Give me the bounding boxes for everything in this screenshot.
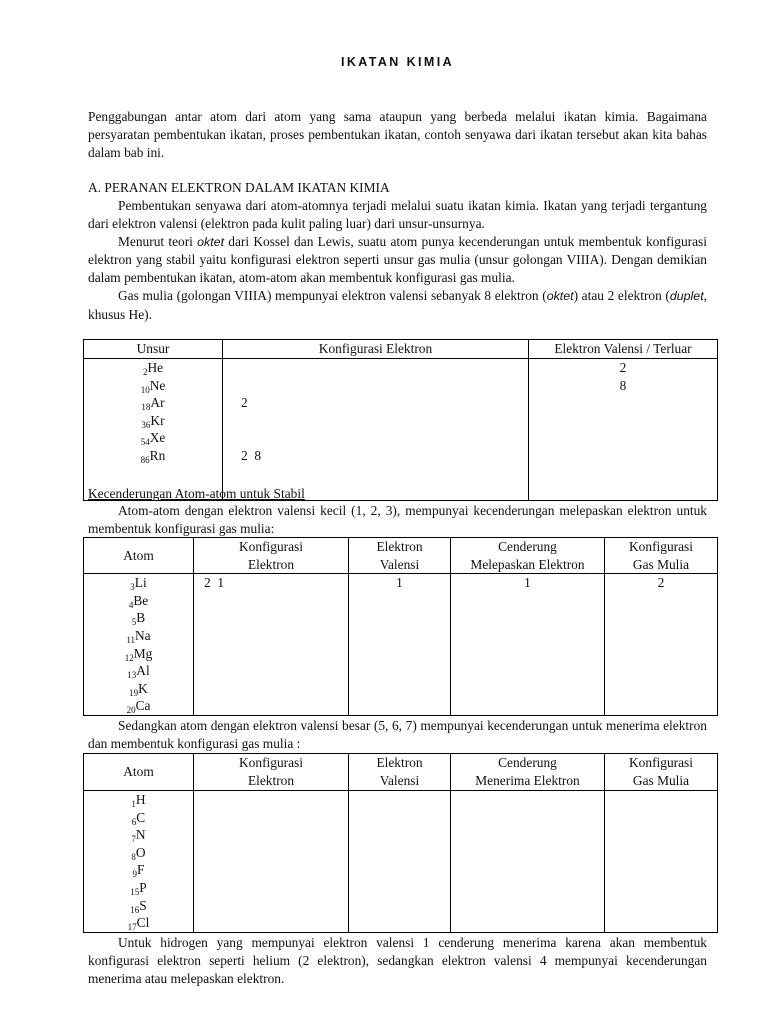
gas-mulia-li: 2 bbox=[657, 575, 665, 591]
release-electron-table bbox=[83, 537, 718, 716]
section-a-paragraph-3: Gas mulia (golongan VIIIA) mempunyai elektron valensi sebanyak 8 elektron (oktet) atau 2 elektron (duplet, khusus He). bbox=[88, 287, 707, 322]
element-na: $_{11}$Na bbox=[126, 627, 151, 645]
element-n: $_7$N bbox=[131, 827, 146, 845]
element-s: $_{16}$S bbox=[130, 897, 147, 915]
element-mg: $_{12}$Mg bbox=[124, 645, 153, 663]
element-be: $_4$Be bbox=[128, 592, 149, 610]
table3-elements bbox=[84, 791, 194, 933]
table2-gas-cell bbox=[605, 574, 718, 716]
table3-gas-cell bbox=[605, 791, 718, 933]
section-b-paragraph-3: Untuk hidrogen yang mempunyai elektron valensi 1 cenderung menerima karena akan membentuk konfigurasi elektron seperti helium (2 elektron), sedangkan elektron valensi 4 mempunyai kecenderungan menerima atau melepaskan elektron. bbox=[88, 935, 707, 986]
table2-header-gas-mulia: Konfigurasi Gas Mulia bbox=[605, 538, 718, 574]
config-li: 2 1 bbox=[204, 575, 225, 591]
noble-gas-table bbox=[83, 339, 718, 501]
element-xe: $_{54}$Xe bbox=[140, 430, 166, 448]
table2-header-atom: Atom bbox=[84, 538, 194, 574]
element-ne: $_{10}$Ne bbox=[140, 377, 166, 395]
section-a-paragraph-2: Menurut teori oktet dari Kossel dan Lewis, suatu atom punya kecenderungan untuk membentuk konfigurasi elektron yang stabil yaitu konfigurasi elektron seperti unsur gas mulia (unsur golongan VIIIA). Dengan demikian dalam pembentukan ikatan, atom-atom akan membentuk konfigurasi gas mulia. bbox=[88, 233, 707, 286]
section-b-heading: Kecenderungan Atom-atom untuk Stabil bbox=[88, 486, 305, 501]
config-ne: 2 8 bbox=[241, 447, 262, 463]
table3-valensi-cell bbox=[349, 791, 451, 933]
table1-elements bbox=[84, 359, 223, 501]
accept-electron-table bbox=[83, 753, 718, 933]
table3-header-cenderung: Cenderung Menerima Elektron bbox=[451, 754, 605, 791]
table3-header-konfigurasi: Konfigurasi Elektron bbox=[194, 754, 349, 791]
element-c: $_6$C bbox=[131, 809, 146, 827]
table3-header-atom: Atom bbox=[84, 754, 194, 791]
element-k: $_{19}$K bbox=[129, 680, 148, 698]
element-cl: $_{17}$Cl bbox=[127, 915, 150, 933]
element-b: $_5$B bbox=[131, 610, 146, 628]
table3-config-cell bbox=[194, 791, 349, 933]
element-rn: $_{86}$Rn bbox=[140, 447, 166, 465]
table2-header-cenderung: Cenderung Melepaskan Elektron bbox=[451, 538, 605, 574]
section-a-body bbox=[88, 197, 707, 324]
table2-elements bbox=[84, 574, 194, 716]
element-kr: $_{36}$Kr bbox=[141, 412, 165, 430]
valence-ne: 8 bbox=[619, 377, 627, 393]
element-al: $_{13}$Al bbox=[127, 663, 150, 681]
table1-header-konfigurasi: Konfigurasi Elektron bbox=[223, 340, 529, 359]
intro-paragraph: Penggabungan antar atom dari atom yang sama ataupun yang berbeda melalui ikatan kimia. Bagaimana persyaratan pembentukan ikatan, proses pembentukan ikatan, contoh senyawa dari ikatan tersebut akan kita bahas dalam bab ini. bbox=[88, 109, 707, 160]
table1-header-valensi: Elektron Valensi / Terluar bbox=[529, 340, 718, 359]
element-f: $_9$F bbox=[132, 862, 145, 880]
section-a-heading: A. PERANAN ELEKTRON DALAM IKATAN KIMIA bbox=[88, 180, 390, 195]
table2-config-cell bbox=[194, 574, 349, 716]
element-p: $_{15}$P bbox=[130, 879, 147, 897]
valensi-li: 1 bbox=[396, 575, 403, 591]
valence-he: 2 bbox=[619, 360, 627, 375]
table1-config-cell bbox=[223, 359, 529, 501]
table1-valence-cell bbox=[529, 359, 718, 501]
element-ca: $_{20}$Ca bbox=[126, 698, 151, 716]
element-he: $_2$He bbox=[142, 360, 164, 377]
section-a-paragraph-1: Pembentukan senyawa dari atom-atomnya terjadi melalui suatu ikatan kimia. Ikatan yang terjadi tergantung dari elektron valensi (elektron pada kulit paling luar) dari unsur-unsurnya. bbox=[88, 198, 707, 231]
table2-header-konfigurasi: Konfigurasi Elektron bbox=[194, 538, 349, 574]
element-o: $_8$O bbox=[131, 844, 146, 862]
table2-header-valensi: Elektron Valensi bbox=[349, 538, 451, 574]
section-b-paragraph-1: Atom-atom dengan elektron valensi kecil (1, 2, 3), mempunyai kecenderungan melepaskan elektron untuk membentuk konfigurasi gas mulia: bbox=[88, 503, 707, 536]
table2-valensi-cell bbox=[349, 574, 451, 716]
section-b-paragraph-2: Sedangkan atom dengan elektron valensi besar (5, 6, 7) mempunyai kecenderungan untuk menerima elektron dan membentuk konfigurasi gas mulia : bbox=[88, 718, 707, 751]
config-he: 2 bbox=[241, 395, 248, 411]
element-ar: $_{18}$Ar bbox=[141, 395, 165, 413]
element-li: $_3$Li bbox=[130, 575, 147, 593]
table3-header-gas-mulia: Konfigurasi Gas Mulia bbox=[605, 754, 718, 791]
page-title: IKATAN KIMIA bbox=[340, 55, 455, 69]
element-h: $_1$H bbox=[131, 792, 146, 809]
table3-header-valensi: Elektron Valensi bbox=[349, 754, 451, 791]
table2-cenderung-cell bbox=[451, 574, 605, 716]
table1-header-unsur: Unsur bbox=[84, 340, 223, 359]
table3-cenderung-cell bbox=[451, 791, 605, 933]
cenderung-li: 1 bbox=[524, 575, 531, 591]
